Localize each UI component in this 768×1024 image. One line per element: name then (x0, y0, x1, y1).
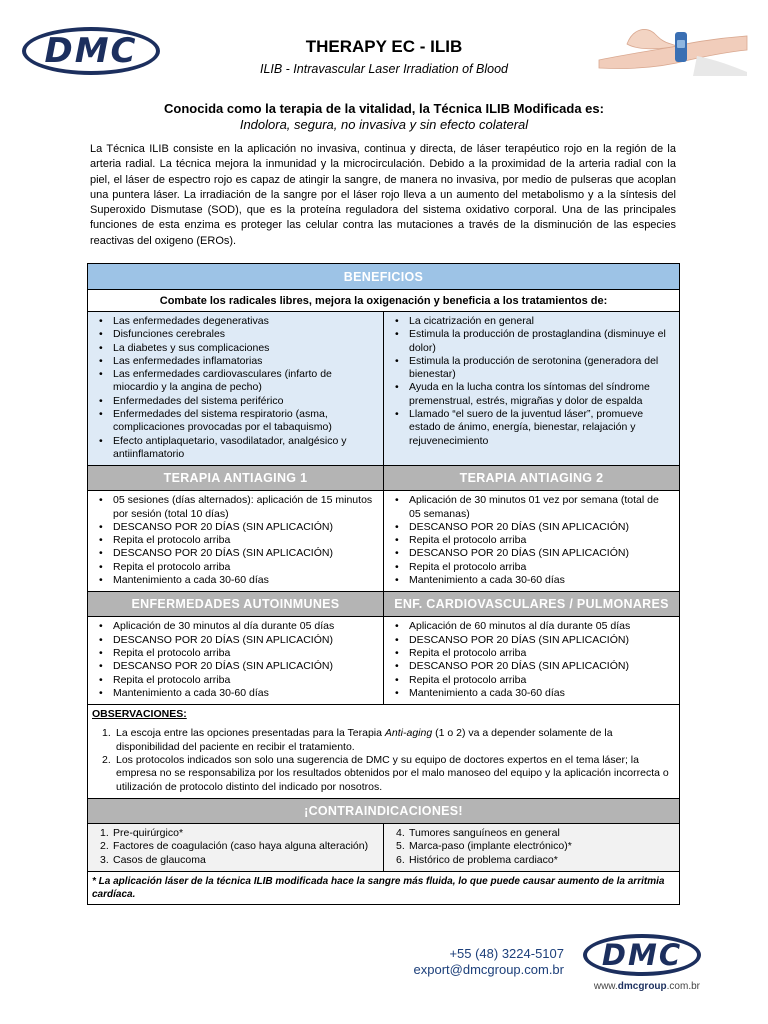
observaciones-title: OBSERVACIONES: (92, 708, 187, 721)
list-item: • Repita el protocolo arriba (94, 647, 377, 660)
list-item: • DESCANSO POR 20 DÍAS (SIN APLICACIÓN) (94, 521, 377, 534)
beneficios-right-cell (383, 312, 679, 465)
antiaging-2-list (390, 494, 673, 587)
dmc-logo-footer (583, 934, 701, 976)
list-item: • Repita el protocolo arriba (390, 561, 673, 574)
antiaging-1-list (94, 494, 377, 587)
observacion-item: 2. Los protocolos indicados son solo una sugerencia de DMC y su equipo de doctores expertos en el tema láser; la empresa no se responsabiliza por los resultados obtenidos por el malo manoseo del equipo y la aplicación incorrecta o utilización de protocolo distinto del indicado por nosotros. (102, 754, 669, 793)
observaciones-list (92, 727, 675, 793)
list-item: • Repita el protocolo arriba (94, 561, 377, 574)
page-subtitle: ILIB - Intravascular Laser Irradiation of Blood (259, 62, 509, 76)
list-item: • Ayuda en la lucha contra los síntomas del síndrome premenstrual, estrés, migrañas y dolor de espalda (390, 381, 673, 408)
list-item: 5. Marca-paso (implante electrónico)* (396, 840, 572, 853)
beneficios-right-list (390, 315, 673, 448)
list-item: • DESCANSO POR 20 DÍAS (SIN APLICACIÓN) (94, 634, 377, 647)
list-item: • DESCANSO POR 20 DÍAS (SIN APLICACIÓN) (390, 521, 673, 534)
page-title: THERAPY EC - ILIB (305, 37, 463, 56)
contact-phone[interactable]: +55 (48) 3224-5107 (449, 946, 564, 961)
antiaging-2-cell (383, 491, 679, 591)
autoinmunes-list (94, 620, 377, 700)
contact-email[interactable]: export@dmcgroup.com.br (413, 962, 564, 977)
list-item: • Las enfermedades degenerativas (94, 315, 377, 328)
list-item: • Mantenimiento a cada 30-60 días (390, 574, 673, 587)
contraindicaciones-left-cell (88, 824, 383, 871)
list-item: • DESCANSO POR 20 DÍAS (SIN APLICACIÓN) (94, 660, 377, 673)
list-item: • Repita el protocolo arriba (94, 674, 377, 687)
contraindicaciones-right-list (390, 827, 673, 867)
list-item: • Estimula la producción de prostaglandina (disminuye el dolor) (390, 328, 673, 355)
antiaging-1-cell (88, 491, 383, 591)
list-item: • 05 sesiones (días alternados): aplicación de 15 minutos por sesión (total 10 días) (94, 494, 377, 521)
list-item: • Mantenimiento a cada 30-60 días (94, 574, 377, 587)
list-item: 2. Factores de coagulación (caso haya alguna alteración) (100, 840, 369, 853)
list-item: • Efecto antiplaquetario, vasodilatador, analgésico y antiinflamatorio (94, 435, 377, 462)
list-item: • Repita el protocolo arriba (94, 534, 377, 547)
autoinmunes-cell (88, 617, 383, 704)
beneficios-header: BENEFICIOS (88, 264, 679, 289)
cardiovasculares-cell (383, 617, 679, 704)
list-item: • Mantenimiento a cada 30-60 días (94, 687, 377, 700)
list-item: 1. Pre-quirúrgico* (100, 826, 184, 839)
list-item: • Repita el protocolo arriba (390, 674, 673, 687)
cardiovasculares-list (390, 620, 673, 700)
logo-text: DMC (601, 938, 683, 972)
beneficios-left-cell (88, 312, 383, 465)
list-item: • La cicatrización en general (390, 315, 673, 328)
list-item: • La diabetes y sus complicaciones (94, 342, 377, 355)
therapy-table (87, 263, 680, 905)
cardiovasculares-header: ENF. CARDIOVASCULARES / PULMONARES (383, 592, 679, 616)
observaciones-section (88, 704, 679, 798)
lead-subheading: Indolora, segura, no invasiva y sin efecto colateral (239, 117, 529, 132)
list-item: • Enfermedades del sistema periférico (94, 395, 377, 408)
list-item: • Mantenimiento a cada 30-60 días (390, 687, 673, 700)
website-link[interactable]: www.dmcgroup.com.br (593, 981, 700, 992)
contraindicaciones-right-cell (383, 824, 679, 871)
list-item: • DESCANSO POR 20 DÍAS (SIN APLICACIÓN) (390, 660, 673, 673)
observacion-item: 1. La escoja entre las opciones presentadas para la Terapia Anti-aging (1 o 2) va a depender solamente de la disponibilidad del paciente en recibir el tratamiento. (102, 727, 613, 753)
list-item: • Las enfermedades inflamatorias (94, 355, 377, 368)
contraindicaciones-header: ¡CONTRAINDICACIONES! (88, 798, 679, 823)
intro-paragraph: La Técnica ILIB consiste en la aplicación no invasiva, continua y directa, de láser terapéutico rojo en la región de la arteria radial. La técnica mejora la inmunidad y la microcirculación. Debido a la proximidad de la arteria radial con la piel, el láser de espectro rojo es capaz de atingir la sangre, de manera no invasiva, por medio de pulseras que acoplan una puntera láser. La irradiación de la sangre por el láser rojo lleva a un aumento del metabolismo y a la síntesis del Superoxido Dismutase (SOD), que es la proteína reguladora del sistema oxidativo corporal. Una de las principales funciones de esta enzima es proteger las celular contra las mutaciones a través de la disminución de las especies reactivas del oxigeno (EROs). (90, 143, 676, 247)
list-item: • DESCANSO POR 20 DÍAS (SIN APLICACIÓN) (390, 634, 673, 647)
beneficios-subtitle: Combate los radicales libres, mejora la oxigenación y beneficia a los tratamientos de: (88, 289, 679, 311)
list-item: • Enfermedades del sistema respiratorio (asma, complicaciones provocadas por el tabaquismo) (94, 408, 377, 435)
list-item: • Repita el protocolo arriba (390, 534, 673, 547)
list-item: 4. Tumores sanguíneos en general (396, 826, 560, 839)
list-item: • Aplicación de 30 minutos al día durante 05 días (94, 620, 377, 633)
list-item: • Disfunciones cerebrales (94, 328, 377, 341)
list-item: • Aplicación de 60 minutos al día durante 05 días (390, 620, 673, 633)
list-item: 3. Casos de glaucoma (100, 853, 206, 866)
contraindicaciones-note: * La aplicación láser de la técnica ILIB modificada hace la sangre más fluida, lo que puede causar aumento de la arritmia cardíaca. (88, 871, 679, 904)
list-item: • Llamado “el suero de la juventud láser”, promueve estado de ánimo, energía, bienestar, relajación y rejuvenecimiento (390, 408, 673, 448)
logo-text: DMC (44, 31, 138, 71)
list-item: • DESCANSO POR 20 DÍAS (SIN APLICACIÓN) (94, 547, 377, 560)
contraindicaciones-left-list (94, 827, 377, 867)
list-item: • DESCANSO POR 20 DÍAS (SIN APLICACIÓN) (390, 547, 673, 560)
autoinmunes-header: ENFERMEDADES AUTOINMUNES (88, 592, 383, 616)
antiaging-2-header: TERAPIA ANTIAGING 2 (383, 466, 679, 490)
list-item: 6. Histórico de problema cardiaco* (396, 853, 558, 866)
list-item: • Estimula la producción de serotonina (generadora del bienestar) (390, 355, 673, 382)
lead-heading: Conocida como la terapia de la vitalidad, la Técnica ILIB Modificada es: (164, 101, 604, 116)
antiaging-1-header: TERAPIA ANTIAGING 1 (88, 466, 383, 490)
list-item: • Aplicación de 30 minutos 01 vez por semana (total de 05 semanas) (390, 494, 673, 521)
list-item: • Las enfermedades cardiovasculares (infarto de miocardio y la angina de pecho) (94, 368, 377, 395)
list-item: • Repita el protocolo arriba (390, 647, 673, 660)
beneficios-left-list (94, 315, 377, 461)
